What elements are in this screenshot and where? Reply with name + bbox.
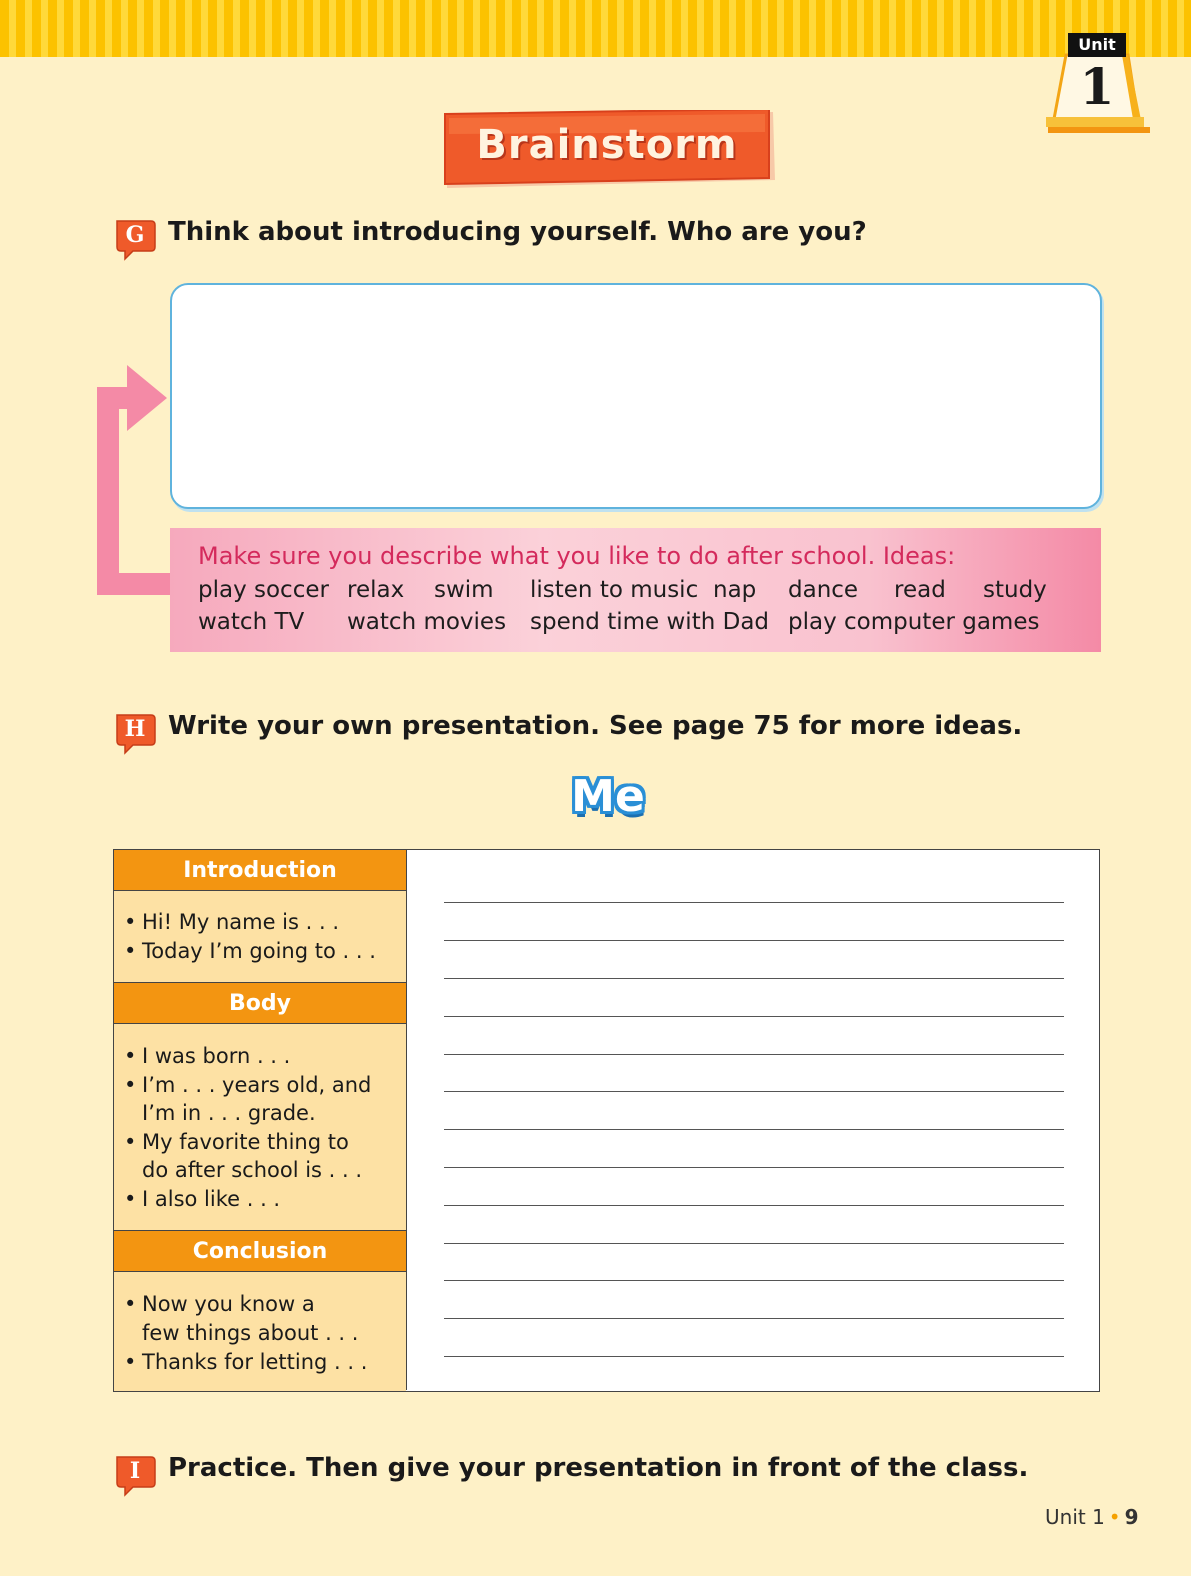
bullet-text: few things about . . . bbox=[142, 1321, 359, 1345]
unit-label: Unit bbox=[1068, 33, 1126, 57]
bullet-dot: • bbox=[124, 1130, 137, 1154]
idea-item: play computer games bbox=[788, 609, 1040, 635]
bullet-text: My favorite thing to bbox=[142, 1130, 349, 1154]
writing-line[interactable] bbox=[444, 1205, 1064, 1206]
badge-letter: H bbox=[124, 716, 146, 742]
body-bullet bbox=[124, 1042, 290, 1071]
me-label bbox=[566, 770, 650, 824]
idea-item: relax bbox=[347, 577, 405, 603]
writing-line[interactable] bbox=[444, 1167, 1064, 1168]
me-text: Me bbox=[571, 771, 645, 822]
bullet-dot: • bbox=[124, 1187, 137, 1211]
presentation-table bbox=[113, 849, 1100, 1392]
bullet-dot: • bbox=[124, 939, 137, 963]
bullet-text: Now you know a bbox=[142, 1292, 315, 1316]
writing-line[interactable] bbox=[444, 1016, 1064, 1017]
pink-arrow-icon bbox=[97, 365, 177, 605]
intro-body bbox=[114, 891, 406, 983]
section-h-prompt: Write your own presentation. See page 75 for more ideas. bbox=[168, 711, 1023, 741]
badge-letter: I bbox=[129, 1458, 141, 1484]
ideas-box bbox=[170, 528, 1101, 652]
writing-line[interactable] bbox=[444, 1318, 1064, 1319]
idea-item: dance bbox=[788, 577, 859, 603]
badge-i bbox=[113, 1453, 153, 1493]
idea-item: study bbox=[983, 577, 1047, 603]
body-heading: Body bbox=[114, 983, 406, 1024]
idea-item: spend time with Dad bbox=[530, 609, 770, 635]
bullet-text: I also like . . . bbox=[142, 1187, 281, 1211]
body-bullet bbox=[124, 1071, 371, 1100]
intro-bullet bbox=[124, 908, 339, 937]
bullet-text: I’m . . . years old, and bbox=[142, 1073, 372, 1097]
idea-item: watch movies bbox=[347, 609, 507, 635]
bullet-text: Thanks for letting . . . bbox=[142, 1350, 368, 1374]
banner-title: Brainstorm bbox=[476, 122, 738, 168]
badge-g bbox=[113, 217, 153, 257]
body-body bbox=[114, 1024, 406, 1231]
bullet-dot: • bbox=[124, 910, 137, 934]
writing-line[interactable] bbox=[444, 902, 1064, 903]
writing-line[interactable] bbox=[444, 978, 1064, 979]
idea-item: listen to music bbox=[530, 577, 699, 603]
bullet-dot: • bbox=[124, 1292, 137, 1316]
footer-separator: • bbox=[1108, 1505, 1121, 1529]
writing-line[interactable] bbox=[444, 1280, 1064, 1281]
writing-line[interactable] bbox=[444, 940, 1064, 941]
intro-bullet bbox=[124, 937, 376, 966]
idea-item: swim bbox=[434, 577, 494, 603]
conclusion-bullet bbox=[124, 1290, 315, 1319]
conclusion-body bbox=[114, 1272, 406, 1391]
badge-h bbox=[113, 711, 153, 751]
bullet-text: Today I’m going to . . . bbox=[142, 939, 376, 963]
page-footer bbox=[1045, 1505, 1139, 1529]
idea-item: play soccer bbox=[198, 577, 329, 603]
idea-item: nap bbox=[713, 577, 757, 603]
body-bullet bbox=[124, 1128, 349, 1157]
writing-line[interactable] bbox=[444, 1054, 1064, 1055]
section-g-prompt: Think about introducing yourself. Who are you? bbox=[168, 217, 867, 247]
bullet-dot: • bbox=[124, 1350, 137, 1374]
body-bullet bbox=[124, 1185, 280, 1214]
writing-line[interactable] bbox=[444, 1243, 1064, 1244]
page-number: 9 bbox=[1124, 1505, 1139, 1529]
conclusion-heading: Conclusion bbox=[114, 1231, 406, 1272]
writing-line[interactable] bbox=[444, 1356, 1064, 1357]
bullet-text: Hi! My name is . . . bbox=[142, 910, 339, 934]
idea-item: read bbox=[894, 577, 946, 603]
conclusion-bullet-cont bbox=[124, 1319, 358, 1348]
intro-heading: Introduction bbox=[114, 850, 406, 891]
answer-box[interactable] bbox=[170, 283, 1102, 509]
conclusion-bullet bbox=[124, 1348, 367, 1377]
ideas-title: Make sure you describe what you like to do after school. Ideas: bbox=[198, 542, 956, 570]
bullet-text: do after school is . . . bbox=[142, 1158, 363, 1182]
brainstorm-banner bbox=[443, 110, 771, 186]
bullet-text: I’m in . . . grade. bbox=[142, 1101, 316, 1125]
section-i-prompt: Practice. Then give your presentation in front of the class. bbox=[168, 1453, 1029, 1483]
bullet-dot: • bbox=[124, 1073, 137, 1097]
bullet-dot: • bbox=[124, 1044, 137, 1068]
badge-letter: G bbox=[125, 222, 145, 248]
footer-unit: Unit 1 bbox=[1045, 1505, 1105, 1529]
top-stripe-border bbox=[0, 0, 1191, 57]
unit-tab bbox=[1046, 33, 1156, 138]
body-bullet-cont bbox=[124, 1099, 316, 1128]
writing-line[interactable] bbox=[444, 1129, 1064, 1130]
bullet-text: I was born . . . bbox=[142, 1044, 291, 1068]
unit-number: 1 bbox=[1079, 57, 1115, 116]
idea-item: watch TV bbox=[198, 609, 305, 635]
writing-line[interactable] bbox=[444, 1091, 1064, 1092]
body-bullet-cont bbox=[124, 1156, 362, 1185]
outline-column bbox=[114, 850, 407, 1390]
